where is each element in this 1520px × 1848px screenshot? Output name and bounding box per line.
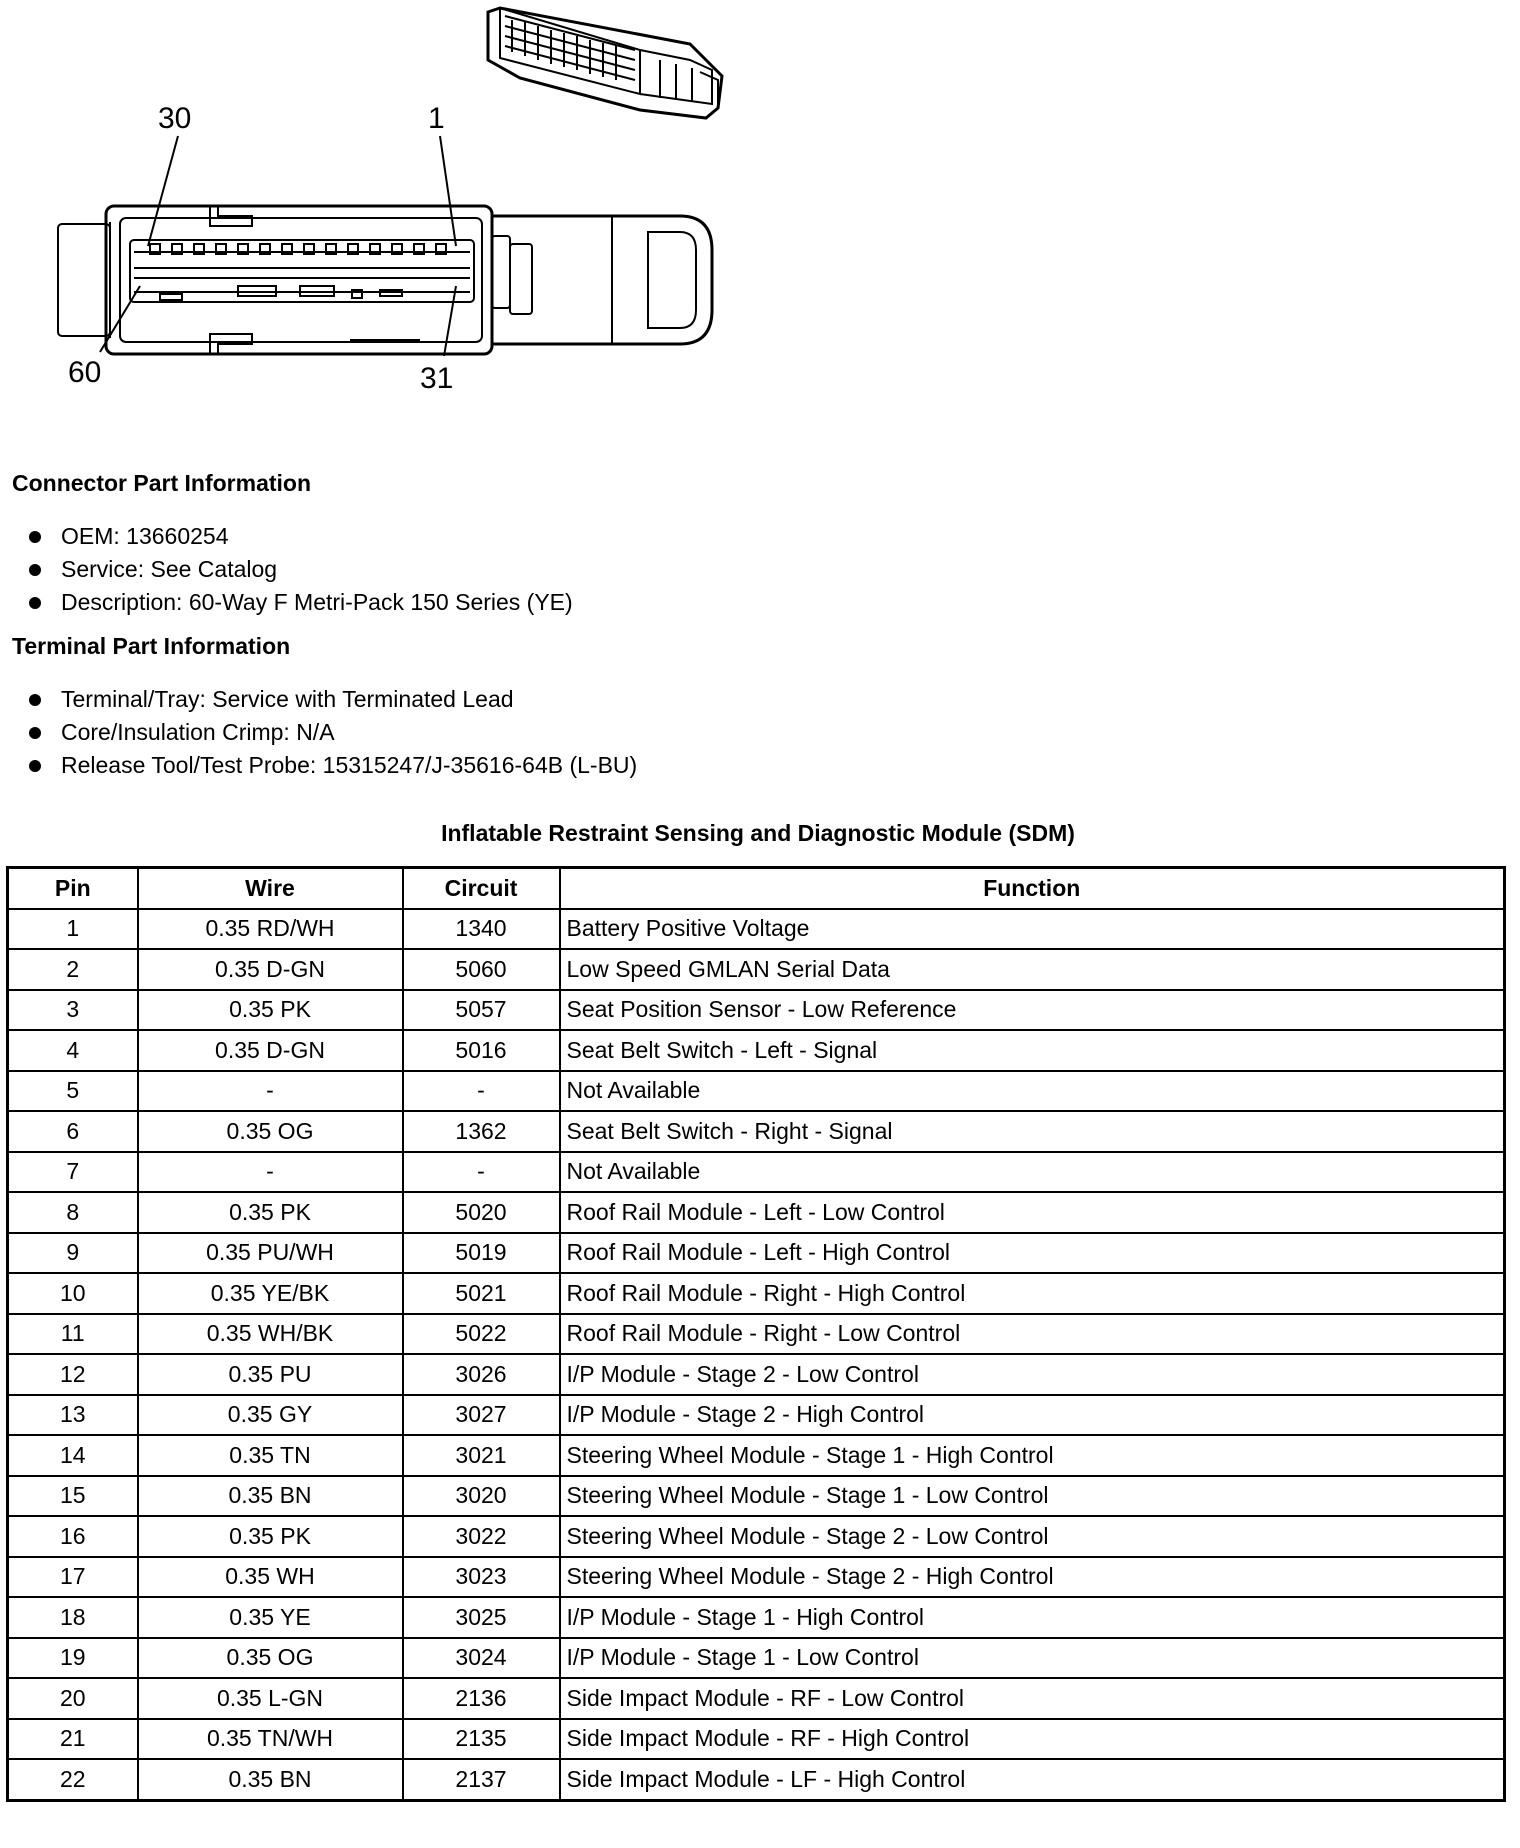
- header-wire: Wire: [138, 868, 403, 909]
- cell-function: Roof Rail Module - Right - Low Control: [560, 1314, 1505, 1355]
- connector-diagram: [0, 0, 760, 420]
- table-row: [8, 1395, 1505, 1436]
- cell-wire: 0.35 YE/BK: [138, 1273, 403, 1314]
- cell-function: I/P Module - Stage 2 - High Control: [560, 1395, 1505, 1436]
- cell-wire: 0.35 YE: [138, 1597, 403, 1638]
- connector-info-list: [28, 520, 573, 619]
- cell-wire: 0.35 TN/WH: [138, 1719, 403, 1760]
- cell-pin: 18: [8, 1597, 138, 1638]
- cell-function: Roof Rail Module - Left - Low Control: [560, 1192, 1505, 1233]
- cell-pin: 22: [8, 1759, 138, 1800]
- cell-wire: 0.35 WH/BK: [138, 1314, 403, 1355]
- cell-circuit: 3021: [403, 1435, 560, 1476]
- cell-circuit: 2137: [403, 1759, 560, 1800]
- cell-function: Steering Wheel Module - Stage 2 - High Control: [560, 1557, 1505, 1598]
- list-item: Release Tool/Test Probe: 15315247/J-35616-64B (L-BU): [28, 749, 637, 782]
- list-item: Description: 60-Way F Metri-Pack 150 Series (YE): [28, 586, 573, 619]
- table-row: [8, 1354, 1505, 1395]
- table-row: [8, 1759, 1505, 1800]
- cell-pin: 3: [8, 990, 138, 1031]
- cell-function: Side Impact Module - RF - Low Control: [560, 1678, 1505, 1719]
- cell-circuit: 3024: [403, 1638, 560, 1679]
- cell-pin: 8: [8, 1192, 138, 1233]
- table-row: [8, 1638, 1505, 1679]
- header-pin: Pin: [8, 868, 138, 909]
- pin-label-30: 30: [158, 102, 192, 135]
- connector-face: [58, 206, 712, 354]
- terminal-info-heading: Terminal Part Information: [12, 633, 291, 659]
- cell-function: Steering Wheel Module - Stage 1 - Low Control: [560, 1476, 1505, 1517]
- cell-wire: 0.35 D-GN: [138, 949, 403, 990]
- cell-circuit: 3025: [403, 1597, 560, 1638]
- table-body: [8, 909, 1505, 1801]
- cell-circuit: 1340: [403, 909, 560, 950]
- pin-label-1: 1: [428, 102, 445, 135]
- cell-wire: 0.35 PU/WH: [138, 1233, 403, 1274]
- cell-wire: 0.35 TN: [138, 1435, 403, 1476]
- cell-function: Seat Belt Switch - Right - Signal: [560, 1111, 1505, 1152]
- table-title: [0, 820, 1520, 847]
- cell-function: Steering Wheel Module - Stage 2 - Low Control: [560, 1516, 1505, 1557]
- cell-pin: 16: [8, 1516, 138, 1557]
- cell-circuit: 3022: [403, 1516, 560, 1557]
- cell-circuit: 5016: [403, 1030, 560, 1071]
- cell-pin: 1: [8, 909, 138, 950]
- cell-function: Steering Wheel Module - Stage 1 - High Control: [560, 1435, 1505, 1476]
- cell-wire: 0.35 PK: [138, 1516, 403, 1557]
- table-row: [8, 909, 1505, 950]
- cell-pin: 15: [8, 1476, 138, 1517]
- cell-wire: 0.35 PU: [138, 1354, 403, 1395]
- cell-circuit: 3027: [403, 1395, 560, 1436]
- table-row: [8, 1597, 1505, 1638]
- cell-pin: 14: [8, 1435, 138, 1476]
- cell-function: Seat Position Sensor - Low Reference: [560, 990, 1505, 1031]
- cell-circuit: 5022: [403, 1314, 560, 1355]
- cell-circuit: 1362: [403, 1111, 560, 1152]
- cell-circuit: 5021: [403, 1273, 560, 1314]
- table-row: [8, 1152, 1505, 1193]
- cell-wire: 0.35 BN: [138, 1759, 403, 1800]
- connector-3d-illustration: [488, 8, 722, 118]
- connector-info-heading: Connector Part Information: [12, 470, 312, 496]
- cell-pin: 12: [8, 1354, 138, 1395]
- cell-function: Seat Belt Switch - Left - Signal: [560, 1030, 1505, 1071]
- cell-pin: 17: [8, 1557, 138, 1598]
- table-row: [8, 1111, 1505, 1152]
- cell-pin: 5: [8, 1071, 138, 1112]
- list-item: Core/Insulation Crimp: N/A: [28, 716, 637, 749]
- list-item: OEM: 13660254: [28, 520, 573, 553]
- cell-circuit: -: [403, 1071, 560, 1112]
- cell-function: Roof Rail Module - Right - High Control: [560, 1273, 1505, 1314]
- cell-pin: 10: [8, 1273, 138, 1314]
- cell-function: Side Impact Module - LF - High Control: [560, 1759, 1505, 1800]
- pinout-table: [6, 866, 1506, 1802]
- table-row: [8, 1192, 1505, 1233]
- cell-wire: 0.35 PK: [138, 1192, 403, 1233]
- cell-circuit: 3023: [403, 1557, 560, 1598]
- table-row: [8, 1557, 1505, 1598]
- cell-function: I/P Module - Stage 1 - High Control: [560, 1597, 1505, 1638]
- cell-pin: 7: [8, 1152, 138, 1193]
- cell-circuit: 5060: [403, 949, 560, 990]
- table-row: [8, 1233, 1505, 1274]
- cell-function: Low Speed GMLAN Serial Data: [560, 949, 1505, 990]
- cell-wire: 0.35 OG: [138, 1111, 403, 1152]
- cell-pin: 13: [8, 1395, 138, 1436]
- cell-wire: 0.35 PK: [138, 990, 403, 1031]
- header-circuit: Circuit: [403, 868, 560, 909]
- cell-wire: 0.35 OG: [138, 1638, 403, 1679]
- cell-pin: 21: [8, 1719, 138, 1760]
- table-row: [8, 1273, 1505, 1314]
- cell-wire: -: [138, 1152, 403, 1193]
- cell-wire: -: [138, 1071, 403, 1112]
- cell-circuit: 5019: [403, 1233, 560, 1274]
- cell-circuit: 5057: [403, 990, 560, 1031]
- cell-function: Battery Positive Voltage: [560, 909, 1505, 950]
- table-row: [8, 1071, 1505, 1112]
- pin-label-31: 31: [420, 362, 454, 395]
- cell-wire: 0.35 RD/WH: [138, 909, 403, 950]
- table-row: [8, 1435, 1505, 1476]
- cell-pin: 4: [8, 1030, 138, 1071]
- cell-function: Side Impact Module - RF - High Control: [560, 1719, 1505, 1760]
- cell-wire: 0.35 GY: [138, 1395, 403, 1436]
- cell-pin: 2: [8, 949, 138, 990]
- list-item: Service: See Catalog: [28, 553, 573, 586]
- table-title-text: Inflatable Restraint Sensing and Diagnostic Module (SDM): [441, 820, 1075, 846]
- table-header-row: [8, 868, 1505, 909]
- cell-wire: 0.35 BN: [138, 1476, 403, 1517]
- table-row: [8, 1678, 1505, 1719]
- cell-function: I/P Module - Stage 2 - Low Control: [560, 1354, 1505, 1395]
- cell-circuit: 5020: [403, 1192, 560, 1233]
- cell-circuit: 2136: [403, 1678, 560, 1719]
- cell-circuit: -: [403, 1152, 560, 1193]
- cell-pin: 6: [8, 1111, 138, 1152]
- table-row: [8, 1314, 1505, 1355]
- table-row: [8, 1476, 1505, 1517]
- cell-function: I/P Module - Stage 1 - Low Control: [560, 1638, 1505, 1679]
- table-row: [8, 1719, 1505, 1760]
- pin-label-60: 60: [68, 356, 102, 389]
- terminal-info-list: [28, 683, 637, 782]
- table-row: [8, 949, 1505, 990]
- cell-pin: 19: [8, 1638, 138, 1679]
- cell-circuit: 2135: [403, 1719, 560, 1760]
- cell-pin: 20: [8, 1678, 138, 1719]
- table-row: [8, 1030, 1505, 1071]
- header-function: Function: [560, 868, 1505, 909]
- cell-function: Not Available: [560, 1152, 1505, 1193]
- cell-function: Roof Rail Module - Left - High Control: [560, 1233, 1505, 1274]
- cell-wire: 0.35 D-GN: [138, 1030, 403, 1071]
- cell-wire: 0.35 L-GN: [138, 1678, 403, 1719]
- cell-pin: 9: [8, 1233, 138, 1274]
- cell-pin: 11: [8, 1314, 138, 1355]
- table-row: [8, 990, 1505, 1031]
- cell-circuit: 3026: [403, 1354, 560, 1395]
- cell-wire: 0.35 WH: [138, 1557, 403, 1598]
- table-row: [8, 1516, 1505, 1557]
- list-item: Terminal/Tray: Service with Terminated Lead: [28, 683, 637, 716]
- cell-circuit: 3020: [403, 1476, 560, 1517]
- cell-function: Not Available: [560, 1071, 1505, 1112]
